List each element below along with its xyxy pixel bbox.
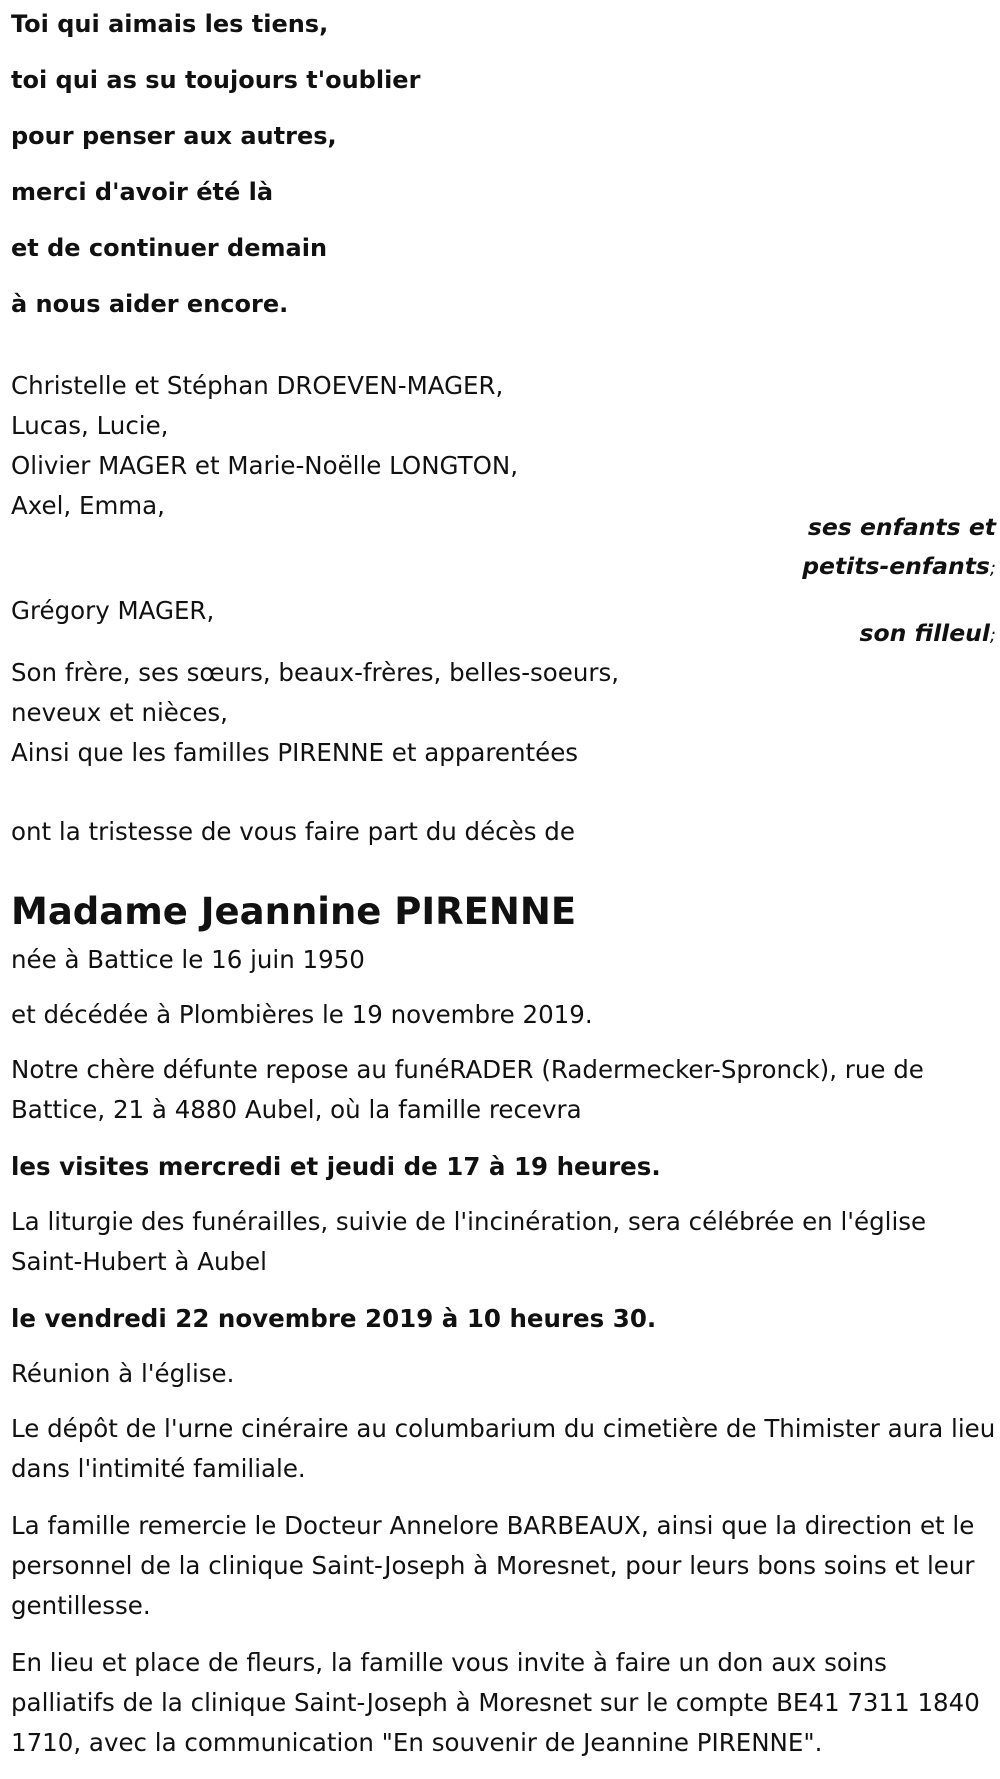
deceased-name: Madame Jeannine PIRENNE [11,890,577,933]
family-line: Lucas, Lucie, [11,411,169,440]
family-line: Christelle et Stéphan DROEVEN-MAGER, [11,371,504,400]
meeting-info: Réunion à l'église. [11,1359,235,1388]
role-text: son filleul [859,619,990,647]
visits-info: les visites mercredi et jeudi de 17 à 19 heures. [11,1152,661,1181]
siblings-list [11,653,619,773]
godson-name: Grégory MAGER, [11,596,215,625]
family-line: Olivier MAGER et Marie-Noëlle LONGTON, [11,451,519,480]
announcement-block [11,812,575,852]
godson-name-block [11,591,214,631]
family-line: Ainsi que les familles PIRENNE et apparentées [11,738,579,767]
family-line: Son frère, ses sœurs, beaux-frères, belles-soeurs, [11,658,620,687]
repose-info: Notre chère défunte repose au funéRADER (Radermecker-Spronck), rue de Battice, 21 à 4880 Aubel, où la famille recevra [11,1055,924,1124]
liturgy-info: La liturgie des funérailles, suivie de l'incinération, sera célébrée en l'église Saint-Hubert à Aubel [11,1207,927,1276]
poem-line: et de continuer demain [11,234,328,262]
poem-line: merci d'avoir été là [11,178,274,206]
poem-line: à nous aider encore. [11,290,289,318]
donation-info: En lieu et place de fleurs, la famille vous invite à faire un don aux soins palliatifs de la clinique Saint-Joseph à Moresnet sur le compte BE41 7311 1840 1710, avec la communication "En souvenir de Jeannine PIRENNE". [11,1648,980,1757]
children-list [11,366,518,526]
role-line-with-separator [596,547,996,588]
godson-role [596,614,996,655]
urn-info: Le dépôt de l'urne cinéraire au columbarium du cimetière de Thimister aura lieu dans l'intimité familiale. [11,1414,996,1483]
role-separator: ; [989,558,996,579]
death-info: et décédée à Plombières le 19 novembre 2019. [11,1000,593,1029]
children-role [596,508,996,588]
poem-line: toi qui as su toujours t'oublier [11,66,421,94]
funeral-date: le vendredi 22 novembre 2019 à 10 heures 30. [11,1304,657,1333]
poem-line: Toi qui aimais les tiens, [11,10,329,38]
role-line-with-separator [596,614,996,655]
poem-line: pour penser aux autres, [11,122,337,150]
announcement: ont la tristesse de vous faire part du décès de [11,817,575,846]
poem [11,0,996,336]
obituary-content [11,0,996,1757]
family-line: Axel, Emma, [11,491,165,520]
role-separator: ; [989,625,996,646]
thanks-info: La famille remercie le Docteur Annelore BARBEAUX, ainsi que la direction et le personnel de la clinique Saint-Joseph à Moresnet, pour leurs bons soins et leur gentillesse. [11,1511,975,1620]
birth-info: née à Battice le 16 juin 1950 [11,945,365,974]
role-line: ses enfants et [807,513,996,541]
family-line: neveux et nièces, [11,698,228,727]
role-text: petits-enfants [802,552,990,580]
